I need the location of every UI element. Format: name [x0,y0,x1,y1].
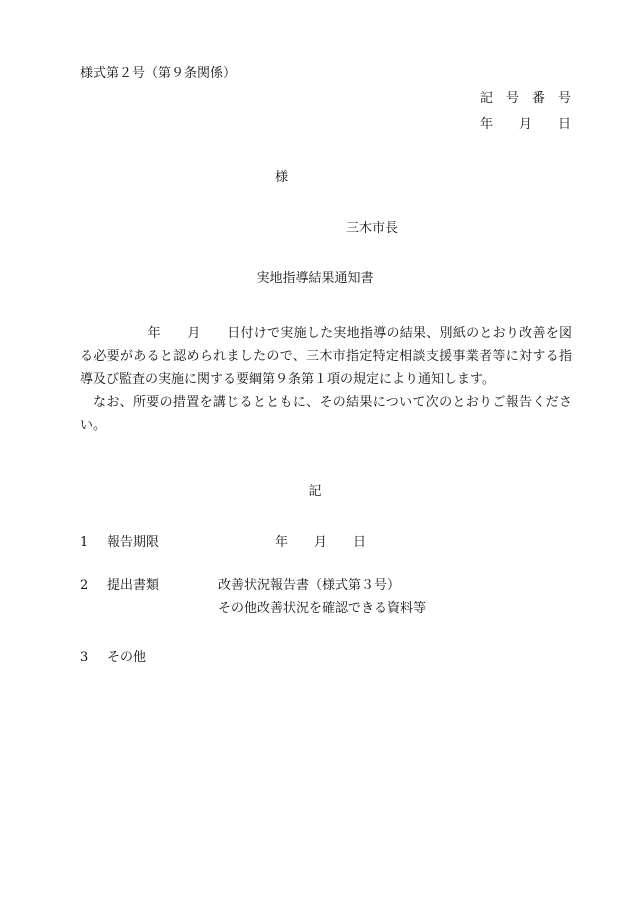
issuer: 三木市長 [346,221,399,236]
item-number: 1 [80,535,89,550]
list-item [80,650,146,666]
document-title: 実地指導結果通知書 [256,271,374,286]
item-number: 2 [80,578,89,593]
item-value-2: その他改善状況を確認できる資料等 [218,601,427,616]
form-number: 様式第２号（第９条関係） [80,66,237,81]
item-label: 提出書類 [107,578,160,593]
record-date: 年 月 日 [479,117,571,132]
body-text [80,322,572,437]
ki-heading: 記 [308,484,322,499]
item-label: 報告期限 [107,535,160,550]
item-number: 3 [80,650,89,665]
item-label: その他 [107,650,147,665]
addressee: 様 [275,170,289,185]
record-number: 記 号 番 号 [479,91,571,106]
item-value: 年 月 日 [275,535,367,550]
item-value: 改善状況報告書（様式第３号） [218,578,401,593]
list-item [80,535,367,551]
body-paragraph-2: なお、所要の措置を講じるとともに、その結果について次のとおりご報告ください。 [80,395,572,433]
body-paragraph-1: 年 月 日付けで実施した実地指導の結果、別紙のとおり改善を図る必要があると認められましたので、三木市指定特定相談支援事業者等に対する指導及び監査の実施に関する要綱第９条第１項の規定により通知します。 [80,326,572,387]
list-item [80,578,427,616]
